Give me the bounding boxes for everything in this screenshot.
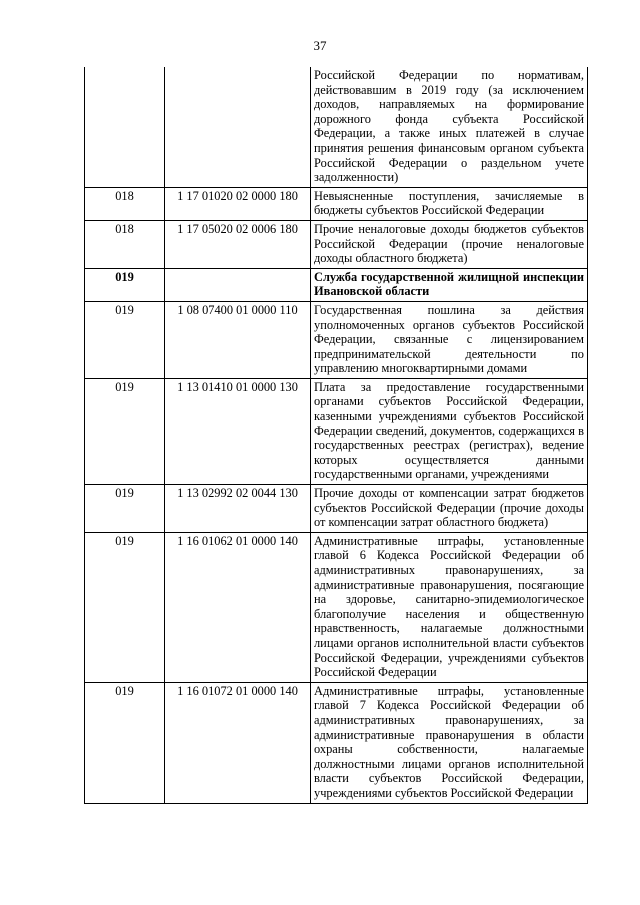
budget-code-cell (165, 268, 311, 301)
description-cell: Российской Федерации по нормативам, действовавшим в 2019 году (за исключением доходов, направляемых на формирование дорожного фонда субъекта Российской Федерации, а также иных платежей в случае принятия решения финансовым органом субъекта Российской Федерации о раздельном учете задолженности) (311, 67, 588, 187)
admin-code-cell: 018 (85, 220, 165, 268)
table-row (85, 220, 588, 268)
budget-code-cell: 1 13 02992 02 0044 130 (165, 485, 311, 533)
budget-code-cell: 1 13 01410 01 0000 130 (165, 378, 311, 484)
table-row (85, 187, 588, 220)
admin-code-cell: 019 (85, 682, 165, 803)
admin-code-cell: 019 (85, 268, 165, 301)
table-row (85, 682, 588, 803)
description-cell: Административные штрафы, установленные главой 6 Кодекса Российской Федерации об административных правонарушениях, за административные правонарушения, посягающие на здоровье, санитарно-эпидемиологическое благополучие населения и общественную нравственность, налагаемые должностными лицами органов исполнительной власти субъектов Российской Федерации, учреждениями субъектов Российской Федерации (311, 532, 588, 682)
admin-code-cell (85, 67, 165, 187)
table-row (85, 301, 588, 378)
budget-code-cell: 1 08 07400 01 0000 110 (165, 301, 311, 378)
section-title-cell: Служба государственной жилищной инспекции Ивановской области (311, 268, 588, 301)
table-row (85, 378, 588, 484)
budget-code-cell: 1 16 01072 01 0000 140 (165, 682, 311, 803)
description-cell: Государственная пошлина за действия уполномоченных органов субъектов Российской Федерации, связанные с лицензированием предпринимательской деятельности по управлению многоквартирными домами (311, 301, 588, 378)
table-row (85, 485, 588, 533)
admin-code-cell: 018 (85, 187, 165, 220)
description-cell: Прочие неналоговые доходы бюджетов субъектов Российской Федерации (прочие неналоговые доходы областного бюджета) (311, 220, 588, 268)
admin-code-cell: 019 (85, 485, 165, 533)
table-row (85, 532, 588, 682)
admin-code-cell: 019 (85, 378, 165, 484)
budget-code-cell (165, 67, 311, 187)
budget-code-cell: 1 17 05020 02 0006 180 (165, 220, 311, 268)
budget-code-cell: 1 17 01020 02 0000 180 (165, 187, 311, 220)
description-cell: Прочие доходы от компенсации затрат бюджетов субъектов Российской Федерации (прочие доходы от компенсации затрат областного бюджета) (311, 485, 588, 533)
description-cell: Невыясненные поступления, зачисляемые в бюджеты субъектов Российской Федерации (311, 187, 588, 220)
table-row (85, 67, 588, 187)
description-cell: Административные штрафы, установленные главой 7 Кодекса Российской Федерации об административных правонарушениях, за административные правонарушения в области охраны собственности, налагаемые должностными лицами органов исполнительной власти субъектов Российской Федерации, учреждениями субъектов Российской Федерации (311, 682, 588, 803)
page-number: 37 (313, 38, 327, 53)
admin-code-cell: 019 (85, 532, 165, 682)
revenue-classification-table (84, 67, 588, 804)
section-header-row (85, 268, 588, 301)
description-cell: Плата за предоставление государственными органами субъектов Российской Федерации, казенными учреждениями субъектов Российской Федерации сведений, документов, содержащихся в государственных реестрах (регистрах), ведение которых осуществляется данными государственными органами, учреждениями (311, 378, 588, 484)
admin-code-cell: 019 (85, 301, 165, 378)
budget-code-cell: 1 16 01062 01 0000 140 (165, 532, 311, 682)
